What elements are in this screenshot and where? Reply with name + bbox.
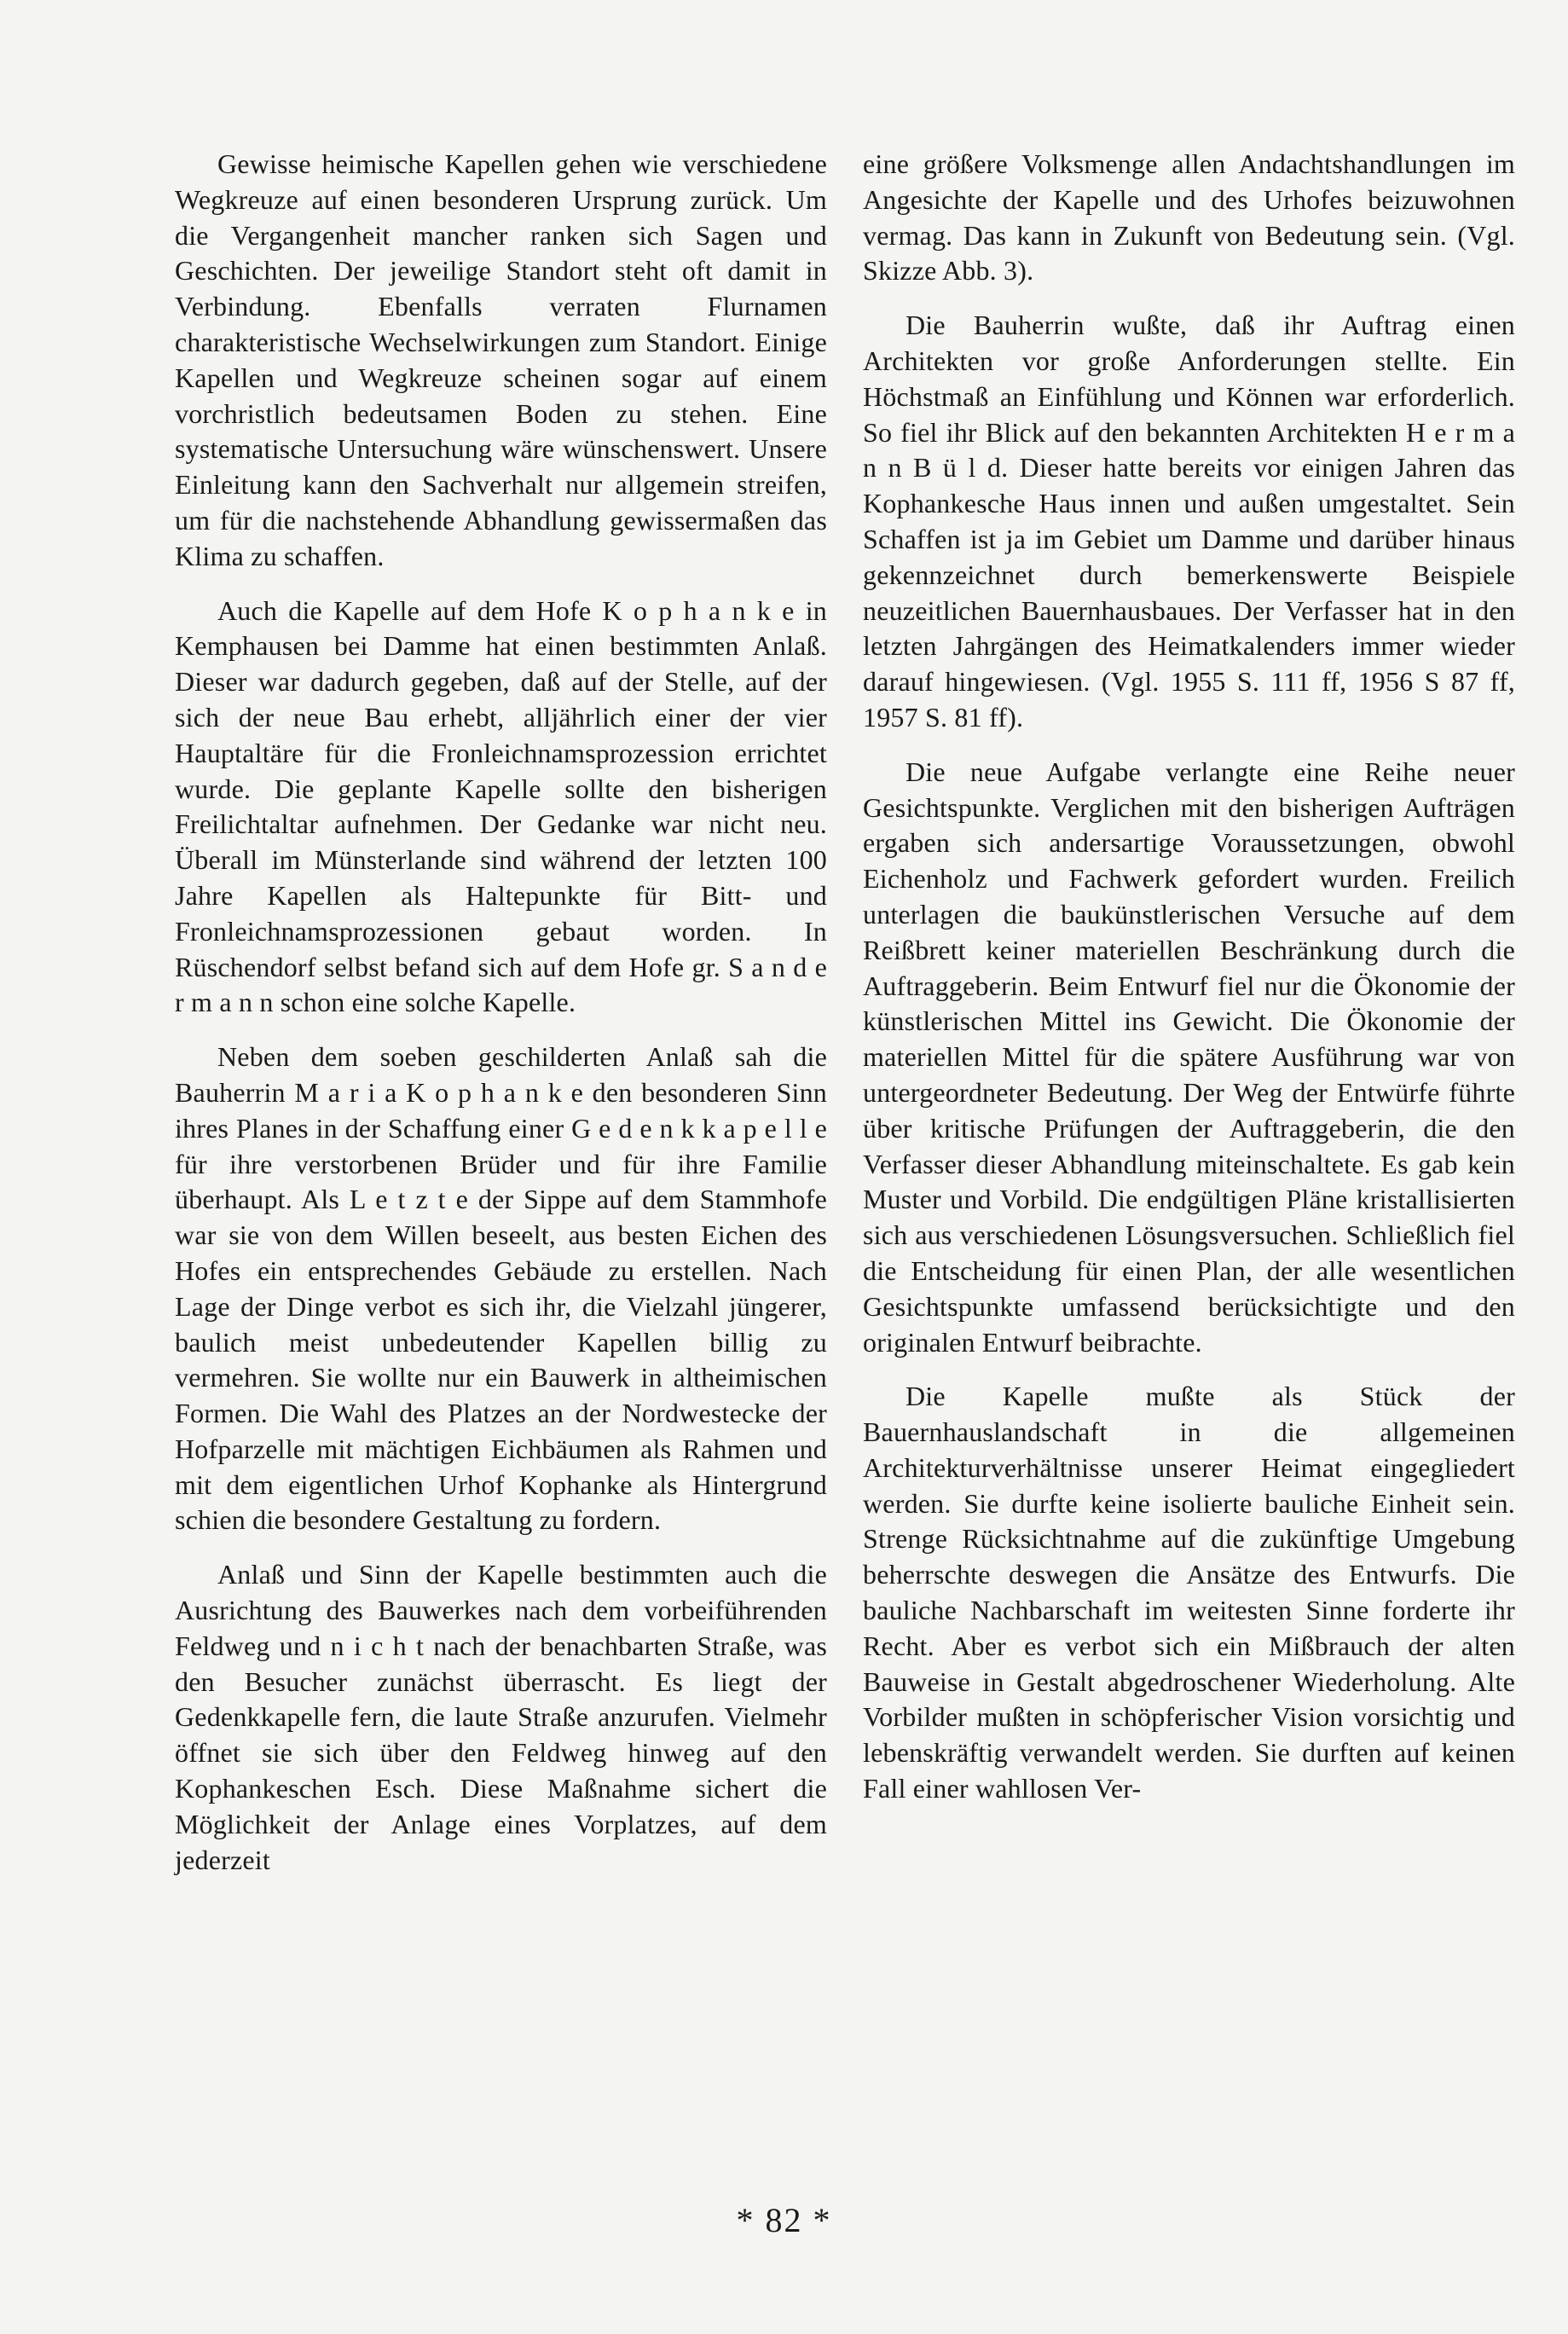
paragraph: Anlaß und Sinn der Kapelle bestimmten auch die Ausrichtung des Bauwerkes nach dem vorbeiführenden Feldweg und n i c h t nach der benachbarten Straße, was den Besucher zunächst überrascht. Es liegt der Gedenkkapelle fern, die laute Straße anzurufen. Vielmehr öffnet sie sich über den Feldweg hinweg auf den Kophankeschen Esch. Diese Maßnahme sichert die Möglichkeit der Anlage eines Vorplatzes, auf dem jederzeit xyxy=(175,1559,827,1875)
paragraph: Die Kapelle mußte als Stück der Bauernhauslandschaft in die allgemeinen Architekturverhältnisse unserer Heimat eingegliedert werden. Sie durfte keine isolierte bauliche Einheit sein. Strenge Rücksichtnahme auf die zukünftige Umgebung beherrschte deswegen die Ansätze des Entwurfs. Die bauliche Nachbarschaft im weitesten Sinne forderte ihr Recht. Aber es verbot sich ein Mißbrauch der alten Bauweise in Gestalt abgedroschener Wiederholung. Alte Vorbilder mußten in schöpferischer Vision vorsichtig und lebenskräftig verwandelt werden. Sie durften auf keinen Fall einer wahllosen Ver- xyxy=(863,1381,1515,1804)
paragraph: Die neue Aufgabe verlangte eine Reihe neuer Gesichtspunkte. Verglichen mit den bisherigen Aufträgen ergaben sich andersartige Voraussetzungen, obwohl Eichenholz und Fachwerk gefordert wurden. Freilich unterlagen die baukünstlerischen Versuche auf dem Reißbrett keiner materiellen Beschränkung durch die Auftraggeberin. Beim Entwurf fiel nur die Ökonomie der künstlerischen Mittel ins Gewicht. Die Ökonomie der materiellen Mittel für die spätere Ausführung war von untergeordneter Bedeutung. Der Weg der Entwürfe führte über kritische Prüfungen der Auftraggeberin, die den Verfasser dieser Abhandlung miteinschaltete. Es gab kein Muster und Vorbild. Die endgültigen Pläne kristallisierten sich aus verschiedenen Lösungsversuchen. Schließlich fiel die Entscheidung für einen Plan, der alle wesentlichen Gesichtspunkte umfassend berücksichtigte und den originalen Entwurf beibrachte. xyxy=(863,756,1515,1358)
paragraph-continuation: eine größere Volksmenge allen Andachtshandlungen im Angesichte der Kapelle und des Urhofes beizuwohnen vermag. Das kann in Zukunft von Bedeutung sein. (Vgl. Skizze Abb. 3). xyxy=(863,148,1515,287)
left-column xyxy=(175,147,827,1897)
paragraph: Neben dem soeben geschilderten Anlaß sah die Bauherrin M a r i a K o p h a n k e den besonderen Sinn ihres Planes in der Schaffung einer G e d e n k k a p e l l e für ihre verstorbenen Brüder und für ihre Familie überhaupt. Als L e t z t e der Sippe auf dem Stammhofe war sie von dem Willen beseelt, aus besten Eichen des Hofes ein entsprechendes Gebäude zu erstellen. Nach Lage der Dinge verbot es sich ihr, die Vielzahl jüngerer, baulich meist unbedeutender Kapellen billig zu vermehren. Sie wollte nur ein Bauwerk in altheimischen Formen. Die Wahl des Platzes an der Nordwestecke der Hofparzelle mit mächtigen Eichbäumen als Rahmen und mit dem eigentlichen Urhof Kophanke als Hintergrund schien die besondere Gestaltung zu fordern. xyxy=(175,1041,827,1536)
paragraph: Gewisse heimische Kapellen gehen wie verschiedene Wegkreuze auf einen besonderen Ursprung zurück. Um die Vergangenheit mancher ranken sich Sagen und Geschichten. Der jeweilige Standort steht oft damit in Verbindung. Ebenfalls verraten Flurnamen charakteristische Wechselwirkungen zum Standort. Einige Kapellen und Wegkreuze scheinen sogar auf einem vorchristlich bedeutsamen Boden zu stehen. Eine systematische Untersuchung wäre wünschenswert. Unsere Einleitung kann den Sachverhalt nur allgemein streifen, um für die nachstehende Abhandlung gewissermaßen das Klima zu schaffen. xyxy=(175,148,827,571)
right-column xyxy=(863,147,1515,1826)
page-number: * 82 * xyxy=(736,2201,832,2239)
paragraph: Die Bauherrin wußte, daß ihr Auftrag einen Architekten vor große Anforderungen stellte. Ein Höchstmaß an Einfühlung und Können war erforderlich. So fiel ihr Blick auf den bekannten Architekten H e r m a n n B ü l d. Dieser hatte bereits vor einigen Jahren das Kophankesche Haus innen und außen umgestaltet. Sein Schaffen ist ja im Gebiet um Damme und darüber hinaus gekennzeichnet durch bemerkenswerte Beispiele neuzeitlichen Bauernhausbaues. Der Verfasser hat in den letzten Jahrgängen des Heimatkalenders immer wieder darauf hingewiesen. (Vgl. 1955 S. 111 ff, 1956 S 87 ff, 1957 S. 81 ff). xyxy=(863,310,1515,733)
paragraph: Auch die Kapelle auf dem Hofe K o p h a n k e in Kemphausen bei Damme hat einen bestimmten Anlaß. Dieser war dadurch gegeben, daß auf der Stelle, auf der sich der neue Bau erhebt, alljährlich einer der vier Hauptaltäre für die Fronleichnamsprozession errichtet wurde. Die geplante Kapelle sollte den bisherigen Freilichtaltar aufnehmen. Der Gedanke war nicht neu. Überall im Münsterlande sind während der letzten 100 Jahre Kapellen als Haltepunkte für Bitt- und Fronleichnamsprozessionen gebaut worden. In Rüschendorf selbst befand sich auf dem Hofe gr. S a n d e r m a n n schon eine solche Kapelle. xyxy=(175,594,827,1018)
